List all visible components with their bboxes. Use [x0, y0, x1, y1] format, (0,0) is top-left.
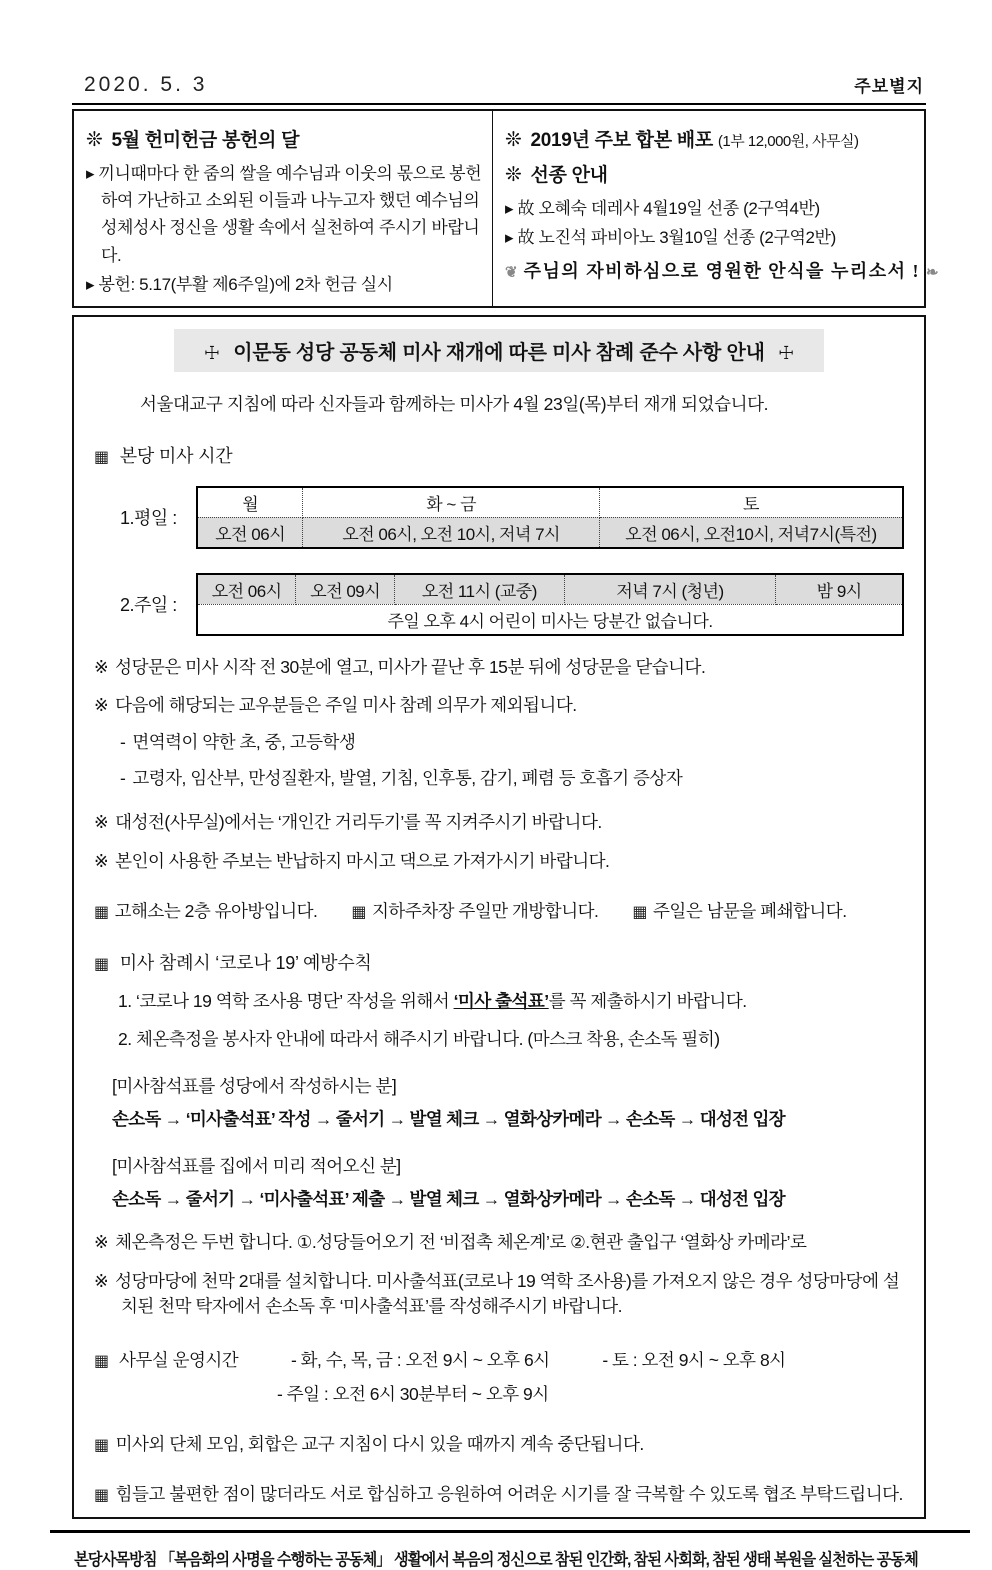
page-title-text: 이문동 성당 공동체 미사 재개에 따른 미사 참례 준수 사항 안내	[233, 341, 765, 364]
reference-mark-icon: ※	[94, 695, 109, 716]
reference-mark-icon: ※	[94, 1232, 109, 1253]
sparkle-icon: ❊	[505, 129, 522, 151]
weekday-time-cell: 오전 06시, 오전 10시, 저녁 7시	[303, 517, 600, 548]
weekday-label: 1.평일 :	[120, 508, 177, 529]
grid-bullet-icon: ▦	[351, 904, 367, 922]
obituary-heading	[505, 160, 939, 187]
sunday-time-cell: 밤 9시	[776, 574, 903, 605]
sunday-label: 2.주일 :	[120, 595, 177, 616]
note-meetings-suspended	[94, 1432, 904, 1457]
grid-bullet-icon: ▦	[94, 1437, 109, 1455]
triangle-bullet-icon: ▸	[505, 199, 514, 218]
note-exemption-sub	[94, 766, 904, 791]
sunday-time-cell: 저녁 7시 (청년)	[564, 574, 776, 605]
intro-paragraph: 서울대교구 지침에 따라 신자들과 함께하는 미사가 4월 23일(목)부터 재개 되었습니다.	[140, 393, 769, 414]
facility-note-text: 주일은 남문을 폐쇄합니다.	[653, 901, 847, 922]
note-text: 고령자, 임산부, 만성질환자, 발열, 기침, 인후통, 감기, 폐렴 등 호흡기 증상자	[132, 768, 683, 789]
page-title	[174, 329, 824, 372]
obituary-heading-label: 선종 안내	[530, 165, 608, 186]
facility-note	[351, 898, 598, 923]
offering-item-text: 봉헌: 5.17(부활 제6주일)에 2차 헌금 실시	[98, 274, 393, 294]
weekday-time-cell: 오전 06시	[197, 517, 303, 548]
mass-guideline-box	[72, 315, 926, 1519]
pastoral-policy-footer: 본당사목방침 「복음화의 사명을 수행하는 공동체」 생활에서 복음의 정신으로 참된 인간화, 참된 사회화, 참된 생태 복원을 실천하는 공동체	[74, 1551, 918, 1570]
weekday-times-row	[197, 517, 903, 548]
office-hours-weekdays: - 화, 수, 목, 금 : 오전 9시 ~ 오후 6시	[290, 1350, 550, 1371]
covid-rules-label: 미사 참례시 ‘코로나 19’ 예방수칙	[119, 953, 372, 974]
weekday-time-cell: 오전 06시, 오전10시, 저녁7시(특전)	[599, 517, 903, 548]
mass-time-section-label: 본당 미사 시간	[119, 445, 233, 466]
note-tent	[94, 1269, 904, 1320]
bulletin-binder-heading	[505, 125, 939, 152]
dash-icon: -	[120, 768, 126, 789]
weekday-header-cell: 화 ~ 금	[303, 487, 600, 518]
notice-right-column	[493, 111, 949, 306]
prayer-text: 주님의 자비하심으로 영원한 안식을 누리소서 !	[523, 261, 920, 282]
bulletin-sheet	[72, 0, 939, 1519]
notice-box	[72, 109, 939, 308]
covid-rule-1-emphasis: ‘미사 출석표’	[453, 991, 549, 1012]
weekday-header-cell: 토	[599, 487, 903, 518]
grid-bullet-icon: ▦	[94, 904, 109, 922]
notice-left-column	[74, 111, 493, 306]
obituary-item	[505, 195, 939, 222]
sunday-time-cell: 오전 11시 (교중)	[395, 574, 564, 605]
weekday-header-cell: 월	[197, 487, 303, 518]
obituary-item	[505, 224, 939, 251]
facility-note-text: 지하주차장 주일만 개방합니다.	[372, 901, 599, 922]
weekday-mass-row	[94, 486, 904, 549]
note-distancing	[94, 810, 904, 835]
note-text: 다음에 해당되는 교우분들은 주일 미사 참례 의무가 제외됩니다.	[115, 695, 577, 716]
grid-bullet-icon: ▦	[94, 1486, 109, 1504]
office-hours-label: 사무실 운영시간	[119, 1350, 239, 1371]
reference-mark-icon: ※	[94, 1270, 109, 1291]
grid-bullet-icon: ▦	[94, 956, 109, 974]
sparkle-icon: ❊	[505, 164, 522, 186]
office-hours-saturday: - 토 : 오전 9시 ~ 오후 8시	[602, 1350, 786, 1371]
note-exemption	[94, 693, 904, 718]
obituary-item-text: 故 노진석 파비아노 3월10일 선종 (2구역2반)	[517, 228, 836, 248]
note-door-times	[94, 655, 904, 680]
office-hours	[94, 1347, 904, 1372]
office-hours-sunday: - 주일 : 오전 6시 30분부터 ~ 오후 9시	[277, 1384, 549, 1405]
grid-bullet-icon: ▦	[94, 448, 109, 466]
facility-note-text: 고해소는 2층 유아방입니다.	[114, 901, 318, 922]
offering-item	[86, 160, 482, 269]
covid-rule-1	[118, 988, 904, 1013]
reference-mark-icon: ※	[94, 812, 109, 833]
facility-note	[632, 898, 846, 923]
reference-mark-icon: ※	[94, 656, 109, 677]
note-text: 성당문은 미사 시작 전 30분에 열고, 미사가 끝난 후 15분 뒤에 성당문을 닫습니다.	[115, 656, 706, 677]
sunday-times-row	[197, 574, 903, 605]
note-text: 미사외 단체 모임, 회합은 교구 지침이 다시 있을 때까지 계속 중단됩니다.	[115, 1434, 644, 1455]
note-text: 본인이 사용한 주보는 반납하지 마시고 댁으로 가져가시기 바랍니다.	[115, 850, 610, 871]
flow-a-steps: 손소독 → ‘미사출석표’ 작성 → 줄서기 → 발열 체크 → 열화상카메라 → 손소독 → 대성전 입장	[112, 1109, 785, 1130]
bulletin-binder-price: (1부 12,000원, 사무실)	[717, 133, 859, 150]
note-text: 면역력이 약한 초, 중, 고등학생	[132, 731, 356, 752]
cross-icon: ☩	[778, 342, 795, 363]
bulletin-binder-label: 2019년 주보 합본 배포	[530, 130, 713, 151]
facility-notes	[94, 898, 904, 923]
flow-a-label: [미사참석표를 성당에서 작성하시는 분]	[112, 1076, 397, 1097]
offering-heading-label: 5월 헌미헌금 봉헌의 달	[111, 130, 300, 151]
sunday-mass-table	[196, 573, 904, 636]
grid-bullet-icon: ▦	[632, 904, 648, 922]
masthead	[72, 0, 926, 105]
sparkle-icon: ❊	[86, 129, 103, 151]
mass-time-section-heading	[94, 442, 904, 468]
sunday-mass-row	[94, 573, 904, 636]
note-text: 힘들고 불편한 점이 많더라도 서로 합심하고 응원하여 어려운 시기를 잘 극복할 수 있도록 협조 부탁드립니다.	[115, 1483, 903, 1504]
note-bulletin-takehome	[94, 849, 904, 874]
triangle-bullet-icon: ▸	[86, 164, 95, 183]
note-text: 체온측정은 두번 합니다. ①.성당들어오기 전 ‘비접촉 체온계’로 ②.현관 출입구 ‘열화상 카메라’로	[115, 1232, 807, 1253]
note-text: 대성전(사무실)에서는 ‘개인간 거리두기’를 꼭 지켜주시기 바랍니다.	[115, 812, 602, 833]
note-exemption-sub	[94, 730, 904, 755]
dash-icon: -	[120, 731, 126, 752]
weekday-mass-table	[196, 486, 904, 549]
obituary-item-text: 故 오혜숙 데레사 4월19일 선종 (2구역4반)	[517, 199, 820, 218]
covid-rules-heading	[94, 949, 904, 975]
covid-rule-1-post: 를 꼭 제출하시기 바랍니다.	[548, 991, 747, 1012]
flow-b-label: [미사참석표를 집에서 미리 적어오신 분]	[112, 1156, 401, 1177]
offering-item	[86, 271, 482, 298]
issue-date: 2020. 5. 3	[84, 73, 208, 96]
flourish-left-icon: ❦	[505, 265, 518, 282]
footer-divider	[50, 1530, 970, 1533]
reference-mark-icon: ※	[94, 850, 109, 871]
triangle-bullet-icon: ▸	[505, 228, 514, 248]
cross-icon: ☩	[203, 342, 220, 363]
covid-rule-1-pre: 1. ‘코로나 19 역학 조사용 명단’ 작성을 위해서	[118, 991, 454, 1012]
sunday-note-row	[197, 604, 903, 635]
note-text: 성당마당에 천막 2대를 설치합니다. 미사출석표(코로나 19 역학 조사용)를 가져오지 않은 경우 성당마당에 설치된 천막 탁자에서 손소독 후 ‘미사출석표’를 작성해주시기 바랍니다.	[115, 1270, 900, 1316]
weekday-header-row	[197, 487, 903, 518]
offering-item-text: 끼니때마다 한 줌의 쌀을 예수님과 이웃의 몫으로 봉헌하여 가난하고 소외된 이들과 나누고자 했던 예수님의 성체성사 정신을 생활 속에서 실천하여 주시기 바랍니다.	[98, 164, 482, 265]
note-cooperation	[94, 1482, 904, 1507]
sunday-note-cell: 주일 오후 4시 어린이 미사는 당분간 없습니다.	[197, 604, 903, 635]
covid-rule-2: 2. 체온측정을 봉사자 안내에 따라서 해주시기 바랍니다. (마스크 착용, 손소독 필히)	[118, 1029, 720, 1050]
offering-heading	[86, 125, 482, 152]
rest-in-peace-prayer	[505, 257, 939, 283]
sunday-time-cell: 오전 06시	[197, 574, 296, 605]
triangle-bullet-icon: ▸	[86, 274, 95, 294]
flourish-right-icon: ❧	[926, 265, 939, 282]
grid-bullet-icon: ▦	[94, 1353, 109, 1371]
sunday-time-cell: 오전 09시	[296, 574, 395, 605]
edition-title: 주보별지	[854, 77, 924, 96]
flow-b-steps: 손소독 → 줄서기 → ‘미사출석표’ 제출 → 발열 체크 → 열화상카메라 → 손소독 → 대성전 입장	[112, 1189, 785, 1210]
note-temperature	[94, 1230, 904, 1255]
facility-note	[94, 898, 317, 923]
